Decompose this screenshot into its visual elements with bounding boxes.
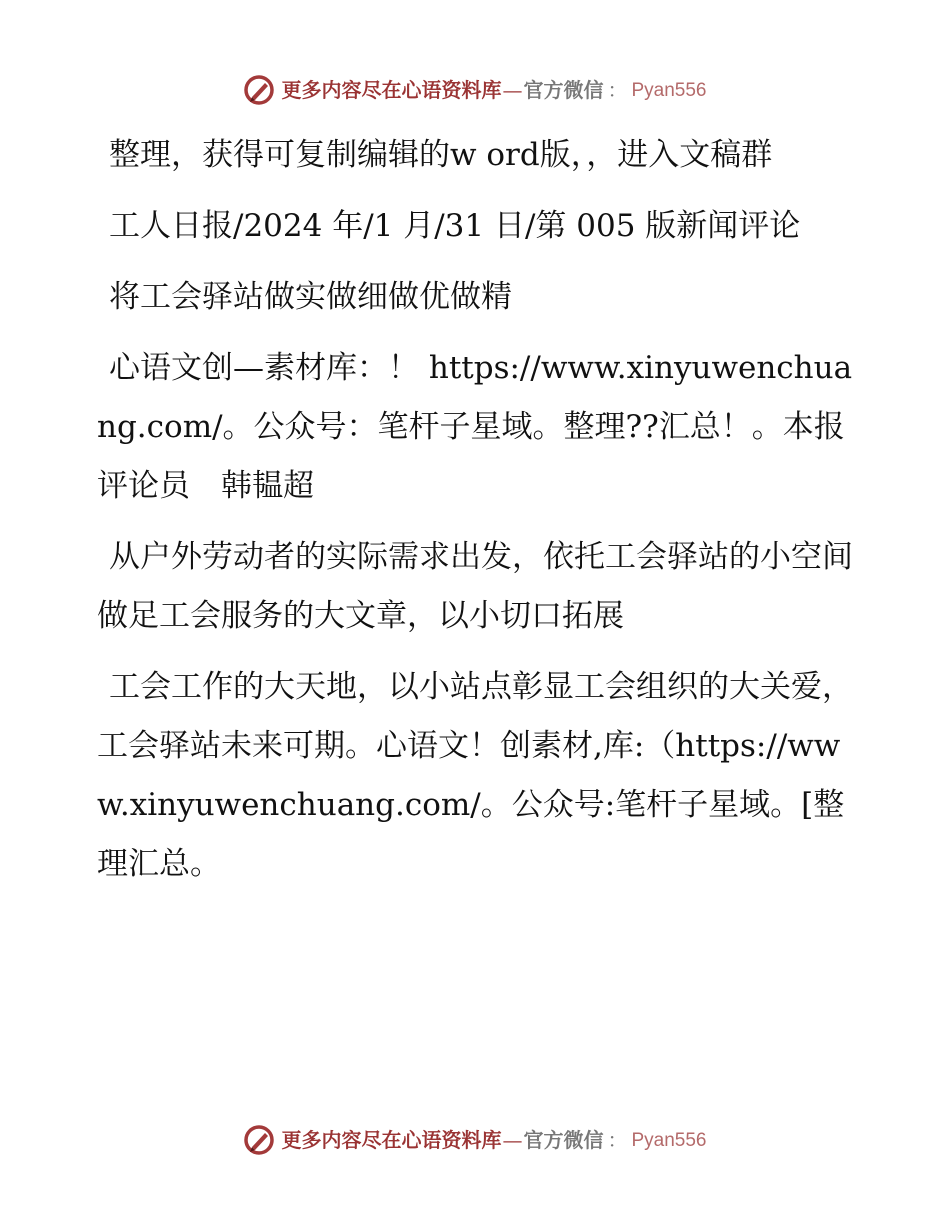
watermark-id: Pyan556 [631,1129,707,1151]
watermark-colon: ： [607,78,628,102]
watermark-text: 更多内容尽在心语资料库 [281,1128,502,1152]
watermark-colon: ： [607,1128,628,1152]
watermark-official: 官方微信 [523,1128,604,1152]
header-watermark [0,74,950,106]
watermark-dash: — [502,78,523,102]
paragraph-5: 从户外劳动者的实际需求出发，依托工会驿站的小空间做足工会服务的大文章，以小切口拓展 [97,539,853,634]
pen-logo-icon [243,74,275,106]
paragraph-1: 整理，获得可复制编辑的w ord版，，进入文稿群 [109,137,773,173]
watermark-id: Pyan556 [631,79,707,101]
paragraph-2: 工人日报/2024 年/1 月/31 日/第 005 版新闻评论 [109,208,801,244]
paragraph-3-headline: 将工会驿站做实做细做优做精 [109,279,512,315]
paragraph-4: 心语文创—素材库：！ https://www.xinyuwenchuang.com/。公众号：笔杆子星域。整理??汇总！。本报评论员 韩韫超 [97,350,853,504]
watermark-dash: — [502,1128,523,1152]
document-body [97,126,857,906]
paragraph-6: 工会工作的大天地，以小站点彰显工会组织的大关爱，工会驿站未来可期。心语文！创素材,库:（https://www.xinyuwenchuang.com/。公众号:笔杆子星域。[整理汇总。 [97,669,853,882]
watermark-text: 更多内容尽在心语资料库 [281,78,502,102]
pen-logo-icon [243,1124,275,1156]
watermark-official: 官方微信 [523,78,604,102]
footer-watermark [0,1124,950,1156]
